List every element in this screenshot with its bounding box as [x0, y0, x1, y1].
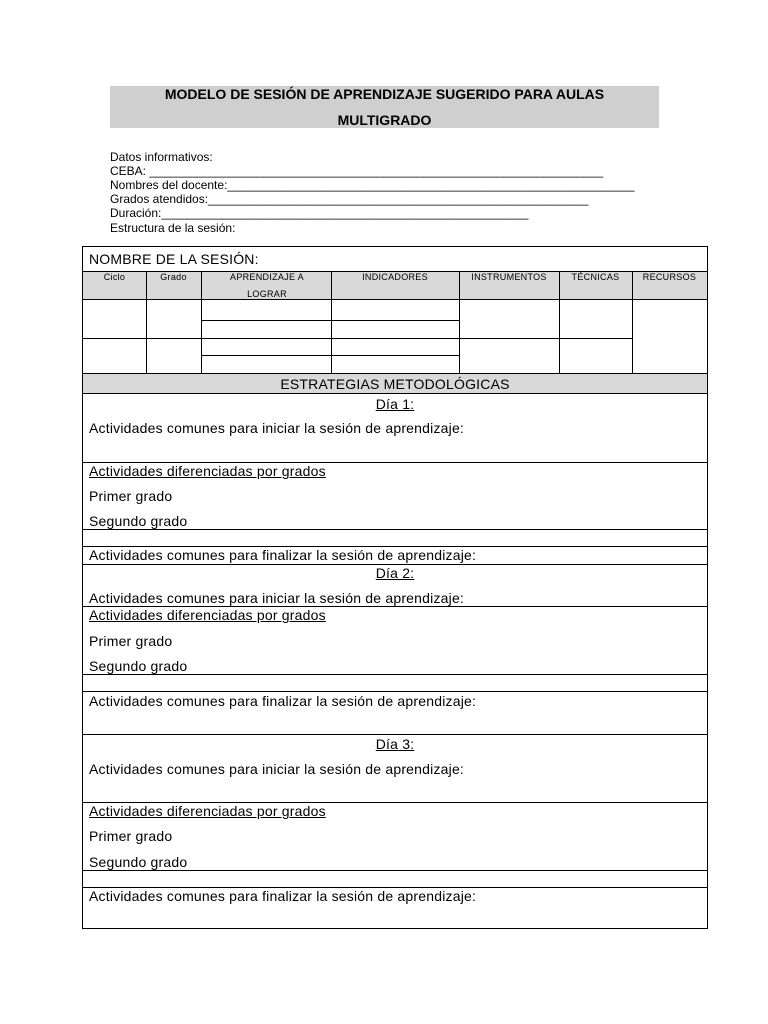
- strategies-title: ESTRATEGIAS METODOLÓGICAS: [280, 376, 510, 392]
- day-2-label: Día 2:: [375, 565, 415, 581]
- header-tecnicas: TÉCNICAS: [571, 272, 620, 282]
- day-2-start: Actividades comunes para iniciar la sesión de aprendizaje:: [89, 590, 465, 606]
- document-title-line2: MULTIGRADO: [337, 112, 432, 128]
- day-3-label: Día 3:: [375, 736, 415, 752]
- header-instrumentos: INSTRUMENTOS: [471, 272, 547, 282]
- header-indicadores: INDICADORES: [362, 272, 428, 282]
- header-ciclo: Ciclo: [103, 272, 126, 282]
- day-1-second: Segundo grado: [89, 513, 188, 529]
- day-3-start: Actividades comunes para iniciar la sesión de aprendizaje:: [89, 761, 465, 777]
- day-1-label: Día 1:: [375, 396, 415, 412]
- header-grado: Grado: [160, 272, 187, 282]
- header-aprendizaje: APRENDIZAJE A LOGRAR: [230, 272, 304, 299]
- day-1-first: Primer grado: [89, 488, 173, 504]
- info-grados: Grados atendidos:_________________________________________________________: [110, 192, 589, 206]
- info-duracion: Duración:_______________________________________________________: [110, 206, 529, 220]
- day-2-end: Actividades comunes para finalizar la sesión de aprendizaje:: [89, 693, 477, 709]
- info-ceba: CEBA: ____________________________________________________________________: [110, 164, 604, 178]
- document-title-line1: MODELO DE SESIÓN DE APRENDIZAJE SUGERIDO PARA AULAS: [164, 86, 605, 102]
- info-datos: Datos informativos:: [110, 150, 213, 164]
- info-docente: Nombres del docente:_____________________________________________________________: [110, 178, 635, 192]
- session-name-label: NOMBRE DE LA SESIÓN:: [89, 251, 259, 267]
- day-1-end: Actividades comunes para finalizar la sesión de aprendizaje:: [89, 547, 477, 563]
- session-table: [82, 246, 708, 929]
- header-recursos: RECURSOS: [642, 272, 697, 282]
- info-estructura: Estructura de la sesión:: [110, 221, 236, 235]
- day-2-diff: Actividades diferenciadas por grados: [89, 607, 326, 623]
- day-3-diff: Actividades diferenciadas por grados: [89, 803, 326, 819]
- day-2-first: Primer grado: [89, 633, 173, 649]
- day-3-second: Segundo grado: [89, 854, 188, 870]
- day-2-second: Segundo grado: [89, 658, 188, 674]
- day-1-start: Actividades comunes para iniciar la sesión de aprendizaje:: [89, 420, 465, 436]
- day-3-first: Primer grado: [89, 828, 173, 844]
- day-1-diff: Actividades diferenciadas por grados: [89, 463, 326, 479]
- day-3-end: Actividades comunes para finalizar la sesión de aprendizaje:: [89, 888, 477, 904]
